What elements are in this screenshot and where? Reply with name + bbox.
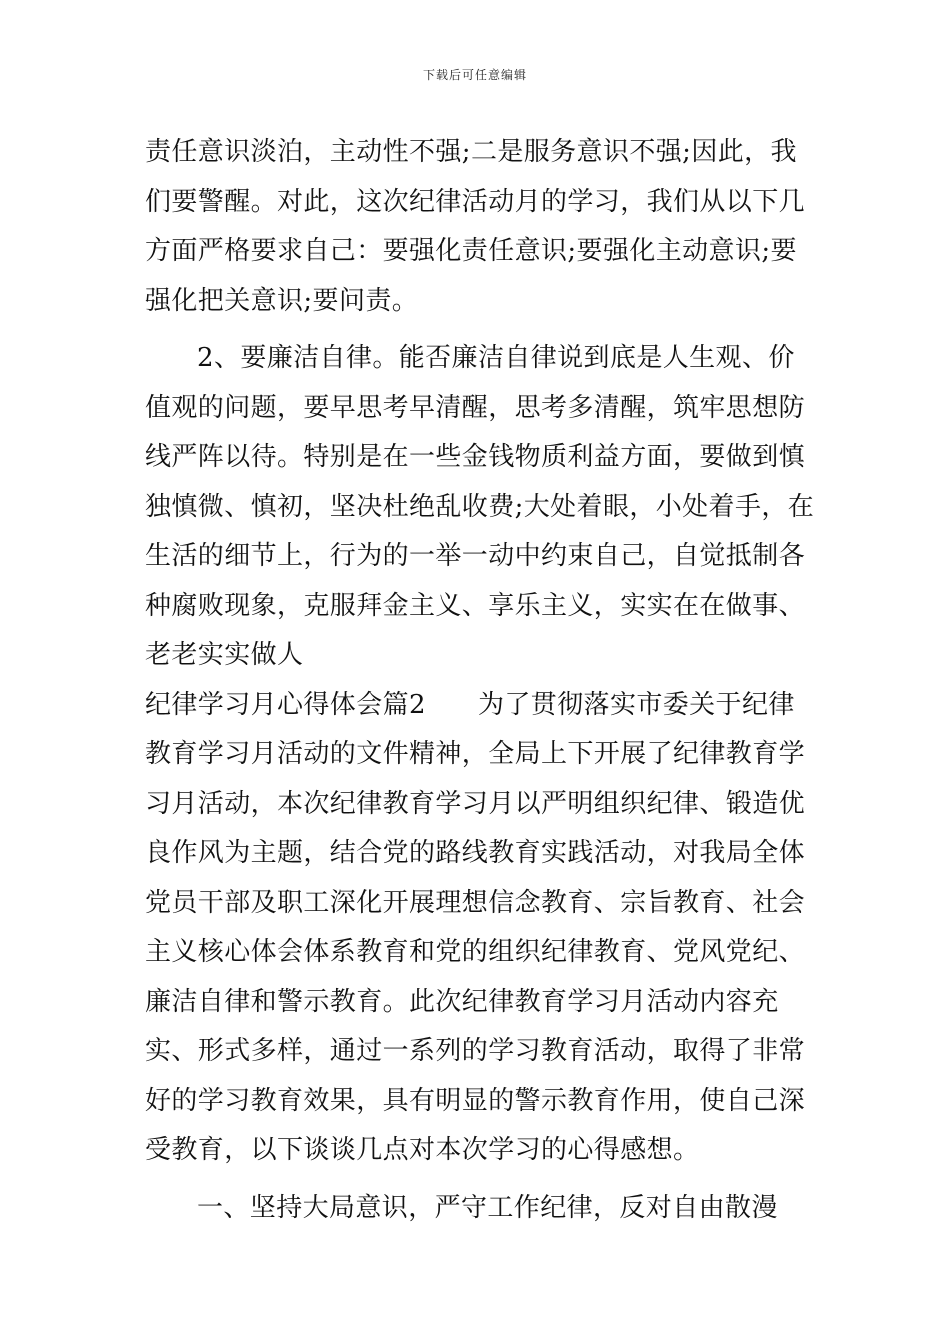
document-body: [145, 128, 815, 1233]
paragraph-integrity: 2、要廉洁自律。能否廉洁自律说到底是人生观、价值观的问题，要早思考早清醒，思考多清醒，筑牢思想防线严阵以待。特别是在一些金钱物质利益方面，要做到慎独慎微、慎初，坚决杜绝乱收费;大处着眼，小处着手，在生活的细节上，行为的一举一动中约束自己，自觉抵制各种腐败现象，克服拜金主义、享乐主义，实实在在做事、老老实实做人: [145, 343, 815, 670]
article-body: 为了贯彻落实市委关于纪律教育学习月活动的文件精神，全局上下开展了纪律教育学习月活动，本次纪律教育学习月以严明组织纪律、锻造优良作风为主题，结合党的路线教育实践活动，对我局全体党员干部及职工深化开展理想信念教育、宗旨教育、社会主义核心体会体系教育和党的组织纪律教育、党风党纪、廉洁自律和警示教育。此次纪律教育学习月活动内容充实、形式多样，通过一系列的学习教育活动，取得了非常好的学习教育效果，具有明显的警示教育作用，使自己深受教育，以下谈谈几点对本次学习的心得感想。: [145, 689, 806, 1165]
section-heading-one: 一、坚持大局意识，严守工作纪律，反对自由散漫: [197, 1192, 778, 1223]
paragraph-responsibility: 责任意识淡泊，主动性不强;二是服务意识不强;因此，我们要警醒。对此，这次纪律活动月的学习，我们从以下几方面严格要求自己：要强化责任意识;要强化主动意识;要强化把关意识;要问责。: [145, 137, 806, 316]
page-header: 下载后可任意编辑: [422, 68, 527, 82]
article-title: 纪律学习月心得体会篇2: [145, 689, 426, 720]
paragraph-article-2: [145, 681, 815, 1176]
